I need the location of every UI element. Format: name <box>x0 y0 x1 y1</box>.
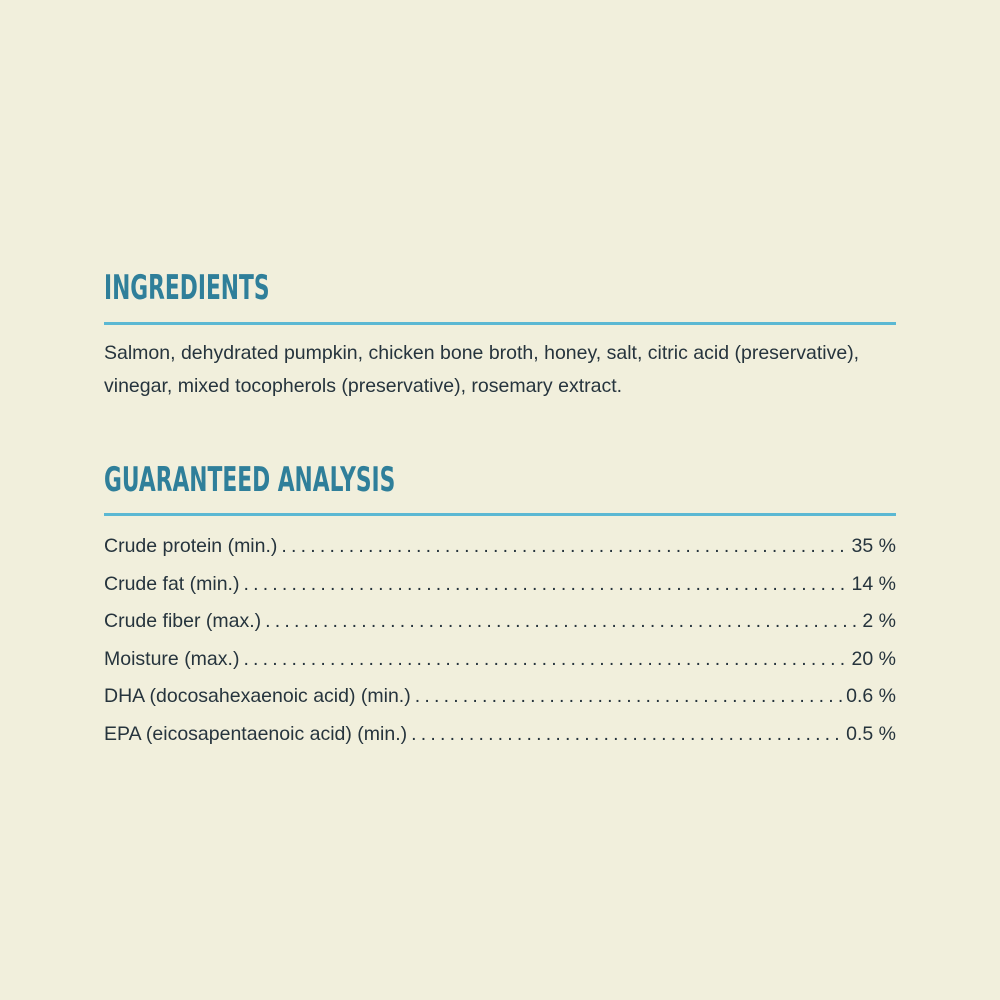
dot-leader <box>415 682 844 710</box>
analysis-value: 0.6 % <box>846 685 896 707</box>
analysis-row-crude-fiber <box>104 607 896 645</box>
analysis-label: Crude fat (min.) <box>104 572 240 595</box>
analysis-value: 0.5 % <box>846 722 896 745</box>
analysis-value: 14 % <box>851 572 896 595</box>
analysis-label: DHA (docosahexaenoic acid) (min.) <box>104 685 411 707</box>
ingredients-divider <box>104 322 896 325</box>
guaranteed-analysis-list <box>104 532 896 757</box>
analysis-label: Crude protein (min.) <box>104 535 278 557</box>
dot-leader <box>281 532 849 560</box>
dot-leader <box>411 720 844 748</box>
analysis-row-dha <box>104 682 896 720</box>
dot-leader <box>243 570 849 598</box>
dot-leader <box>243 645 849 673</box>
ingredients-heading: INGREDIENTS <box>104 268 270 308</box>
dot-leader <box>265 607 860 635</box>
analysis-divider <box>104 513 896 516</box>
ingredients-text: Salmon, dehydrated pumpkin, chicken bone broth, honey, salt, citric acid (preservative), vinegar, mixed tocopherols (preservative), rosemary extract. <box>104 342 860 397</box>
analysis-row-epa <box>104 720 896 758</box>
analysis-row-crude-protein <box>104 532 896 570</box>
analysis-label: Crude fiber (max.) <box>104 610 262 632</box>
analysis-value: 35 % <box>851 535 896 557</box>
analysis-label: EPA (eicosapentaenoic acid) (min.) <box>104 722 408 745</box>
analysis-row-crude-fat <box>104 570 896 608</box>
analysis-label: Moisture (max.) <box>104 647 240 670</box>
analysis-value: 2 % <box>862 610 896 632</box>
analysis-value: 20 % <box>851 647 896 670</box>
analysis-row-moisture <box>104 645 896 683</box>
guaranteed-analysis-heading: GUARANTEED ANALYSIS <box>104 460 396 500</box>
